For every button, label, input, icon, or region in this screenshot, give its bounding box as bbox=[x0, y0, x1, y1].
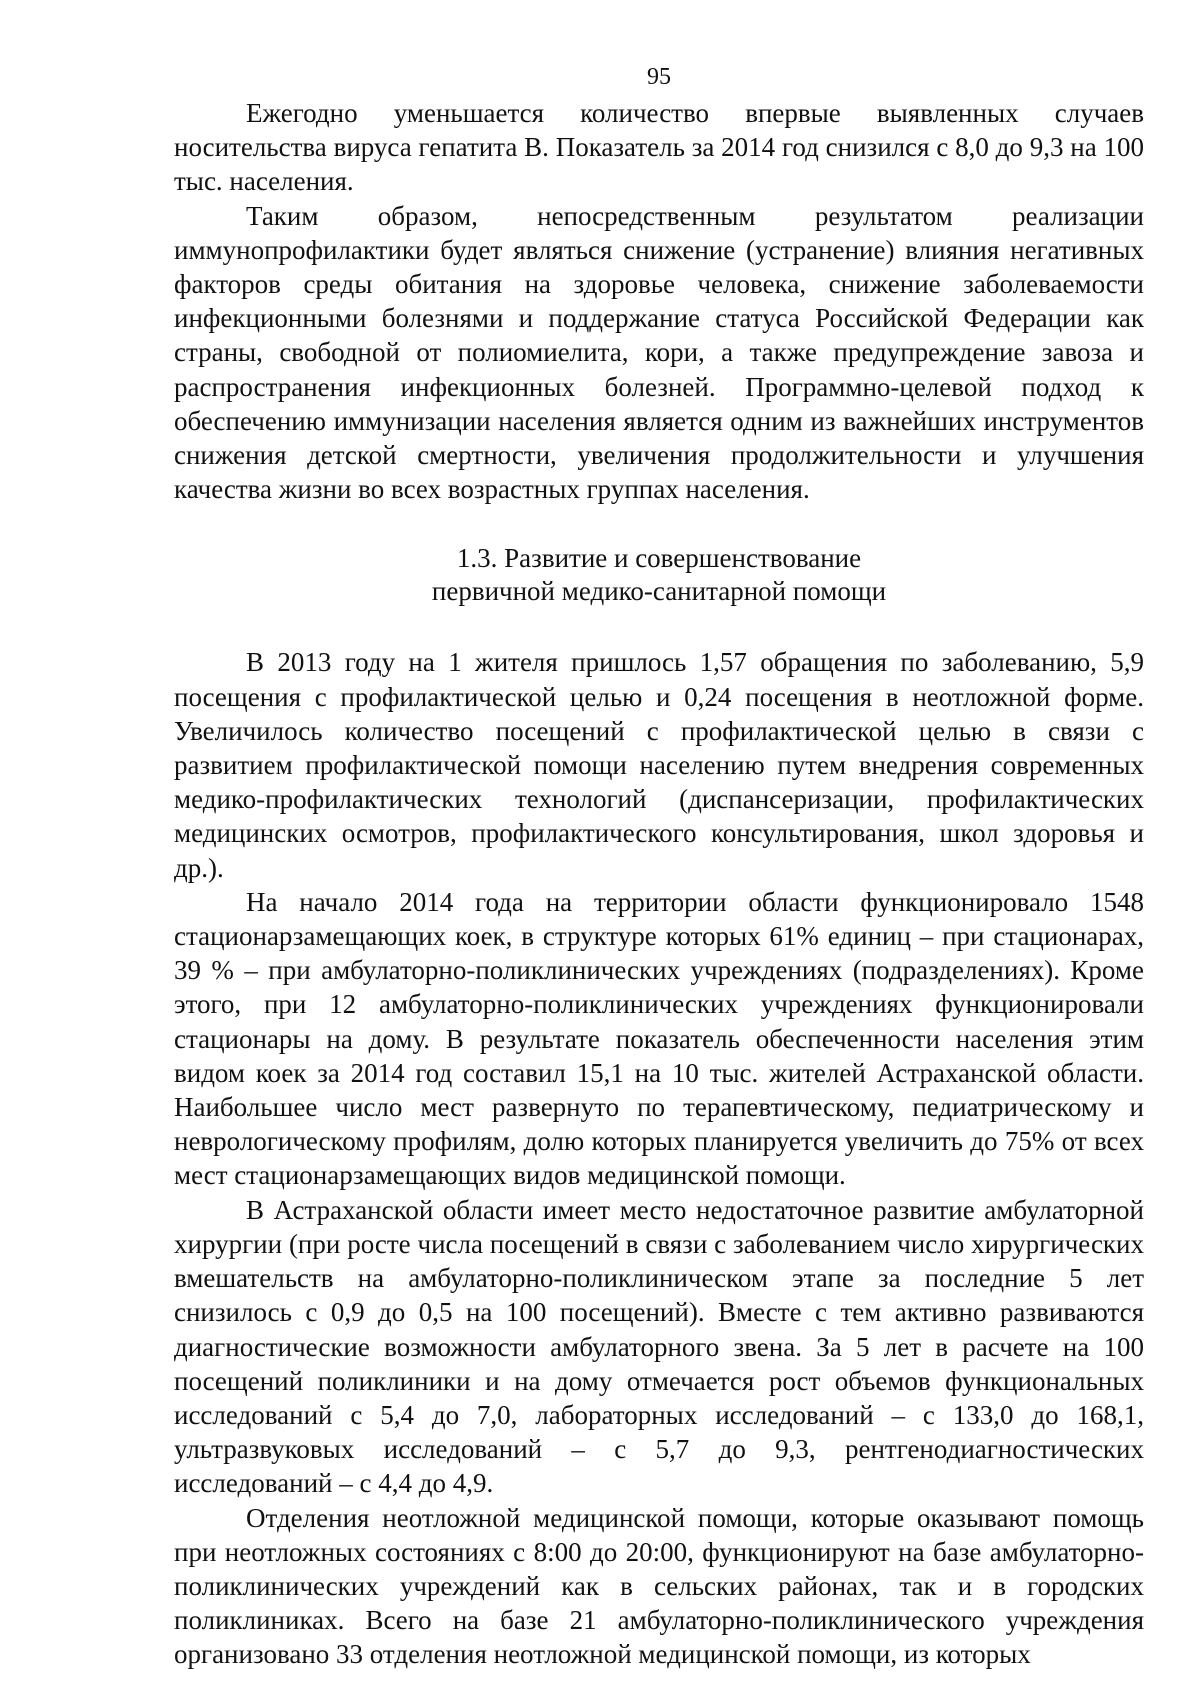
section-heading-line-1: 1.3. Развитие и совершенствование bbox=[456, 543, 862, 574]
paragraph-hepatitis-b: Ежегодно уменьшается количество впервые выявленных случаев носительства вируса гепатита В. Показатель за 2014 год снизился с 8,0 до 9,3 на 100 тыс. населения. bbox=[174, 98, 1144, 197]
page-number: 95 bbox=[647, 64, 671, 90]
paragraph-visits-2013: В 2013 году на 1 жителя пришлось 1,57 обращения по заболеванию, 5,9 посещения с профилактической целью и 0,24 посещения в неотложной форме. Увеличилось количество посещений с профилактической целью в связи с развитием профилактической помощи населению путем внедрения современных медико-профилактических технологий (диспансеризации, профилактических медицинских осмотров, профилактического консультирования, школ здоровья и др.). bbox=[174, 647, 1144, 883]
paragraph-immunoprophylaxis-results: Таким образом, непосредственным результатом реализации иммунопрофилактики будет являться снижение (устранение) влияния негативных факторов среды обитания на здоровье человека, снижение заболеваемости инфекционными болезнями и поддержание статуса Российской Федерации как страны, свободной от полиомиелита, кори, а также предупреждение завоза и распространения инфекционных болезней. Программно-целевой подход к обеспечению иммунизации населения является одним из важнейших инструментов снижения детской смертности, увеличения продолжительности и улучшения качества жизни во всех возрастных группах населения. bbox=[174, 200, 1144, 505]
section-heading bbox=[174, 542, 1144, 608]
paragraph-day-hospital-beds: На начало 2014 года на территории области функционировало 1548 стационарзамещающих коек, в структуре которых 61% единиц – при стационарах, 39 % – при амбулаторно-поликлинических учреждениях (подразделениях). Кроме этого, при 12 амбулаторно-поликлинических учреждениях функционировали стационары на дому. В результате показатель обеспеченности населения этим видом коек за 2014 год составил 15,1 на 10 тыс. жителей Астраханской области. Наибольшее число мест развернуто по терапевтическому, педиатрическому и неврологическому профилям, долю которых планируется увеличить до 75% от всех мест стационарзамещающих видов медицинской помощи. bbox=[174, 886, 1144, 1191]
paragraph-outpatient-surgery: В Астраханской области имеет место недостаточное развитие амбулаторной хирургии (при росте числа посещений в связи с заболеванием число хирургических вмешательств на амбулаторно-поликлиническом этапе за последние 5 лет снизилось с 0,9 до 0,5 на 100 посещений). Вместе с тем активно развиваются диагностические возможности амбулаторного звена. За 5 лет в расчете на 100 посещений поликлиники и на дому отмечается рост объемов функциональных исследований с 5,4 до 7,0, лабораторных исследований – с 133,0 до 168,1, ультразвуковых исследований – с 5,7 до 9,3, рентгенодиагностических исследований – с 4,4 до 4,9. bbox=[174, 1194, 1144, 1499]
document-page bbox=[174, 62, 1144, 1672]
paragraph-emergency-care-units: Отделения неотложной медицинской помощи, которые оказывают помощь при неотложных состояниях с 8:00 до 20:00, функционируют на базе амбулаторно-поликлинических учреждений как в сельских районах, так и в городских поликлиниках. Всего на базе 21 амбулаторно-поликлинического учреждения организовано 33 отделения неотложной медицинской помощи, из которых bbox=[174, 1502, 1144, 1670]
section-heading-line-2: первичной медико-санитарной помощи bbox=[431, 576, 887, 607]
